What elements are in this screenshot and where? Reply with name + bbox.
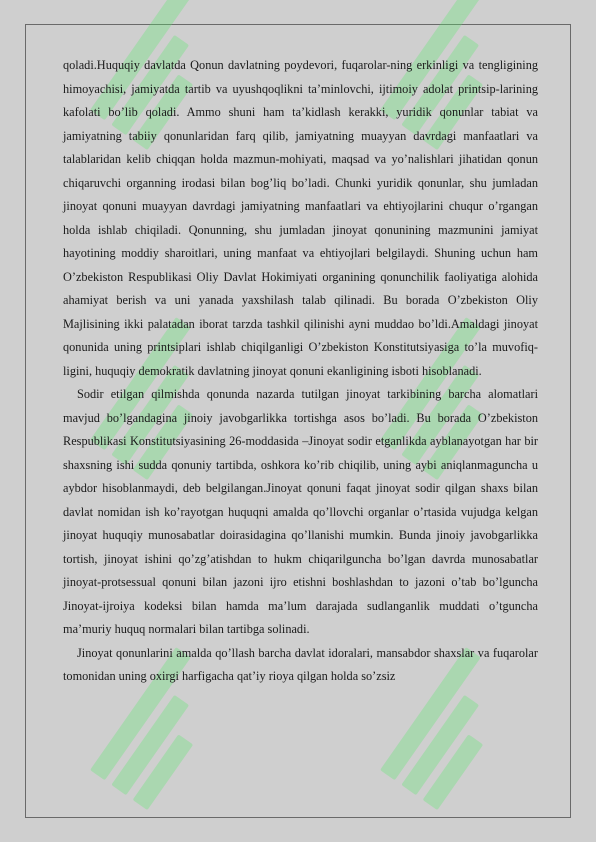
paragraph: Jinoyat qonunlarini amalda qo’llash barcha davlat idoralari, mansabdor shaxslar va fuqarolar tomonidan uning oxirgi harfigacha qat’iy rioya qilgan holda so’zsiz bbox=[63, 645, 538, 683]
paragraph: Sodir etilgan qilmishda qonunda nazarda tutilgan jinoyat tarkibining barcha alomatlari mavjud bo’lgandagina jinoiy javobgarlikka tortishga asos bo’ladi. Bu borada O’zbekiston Respublikasi Konstitutsiyasining 26-moddasida –Jinoyat sodir etganlikda ayblanayotgan har bir shaxsning ishi sudda qonuniy tartibda, oshkora ko’rib chiqilib, uning aybi aniqlanmaguncha u aybdor hisoblanmaydi, deb belgilangan.Jinoyat qonuni faqat jinoyat sodir qilgan shaxs bilan davlat nomidan ish ko’rayotgan huquqni amalda qo’llovchi organlar o’rtasida vujudga kelgan jinoyat huquqiy munosabatlar doirasidagina qo’llanishi mumkin. Bunda jinoiy javobgarlikka tortish, jinoyat ishini qo’zg’atishdan to hukm chiqarilguncha bo’lgan davrda munosabatlar jinoyat-protsessual qonuni bilan jazoni ijro etishni boshlashdan to jazoni o’tab bo’lguncha Jinoyat-ijroiya kodeksi bilan hamda ma’lum darajada sudlanganlik muddati o’tguncha ma’muriy huquq normalari bilan tartibga solinadi. bbox=[63, 387, 538, 636]
document-body bbox=[63, 54, 538, 689]
paragraph: qoladi.Huquqiy davlatda Qonun davlatning poydevori, fuqarolar-ning erkinligi va tengligining himoyachisi, jamiyatda tartib va uyushqoqlikni ta’minlovchi, ijtimoiy adolat printsip-larining kafolati bo’lib qoladi. Ammo shuni ham ta’kidlash kerakki, yuridik qonunlar tabiat va jamiyatning tabiiy qonunlaridan farq qilib, jamiyatning muayyan davrdagi manfaatlari va talablaridan kelib chiqqan holda mazmun-mohiyati, maqsad va yo’nalishlari jihatidan qonun chiqaruvchi organning irodasi bilan bog’liq bo’ladi. Chunki yuridik qonunlar, shu jumladan jinoyat qonuni muayyan davrdagi jamiyatning manfaatlari va ehtiyojlarini chuqur o’rgangan holda ishlab chiqiladi. Qonunning, shu jumladan jinoyat qonunining mazmunini jamiyat hayotining moddiy sharoitlari, uning manfaat va ehtiyojlari belgilaydi. Shuning uchun ham O’zbekiston Respublikasi Oliy Davlat Hokimiyati organining qonunchilik faoliyatiga alohida ahamiyat berish va uni yanada yaxshilash talab qilinadi. Bu borada O’zbekiston Oliy Majlisining ikki palatadan iborat tarzda tashkil qilinishi ayni muddao bo’ldi.Amaldagi jinoyat qonunida uning printsiplari ishlab chiqilganligi O’zbekiston Konstitutsiyasiga to’la muvofiq-ligini, huquqiy demokratik davlatning jinoyat qonuni ekanligining isboti hisoblanadi. bbox=[63, 58, 538, 378]
